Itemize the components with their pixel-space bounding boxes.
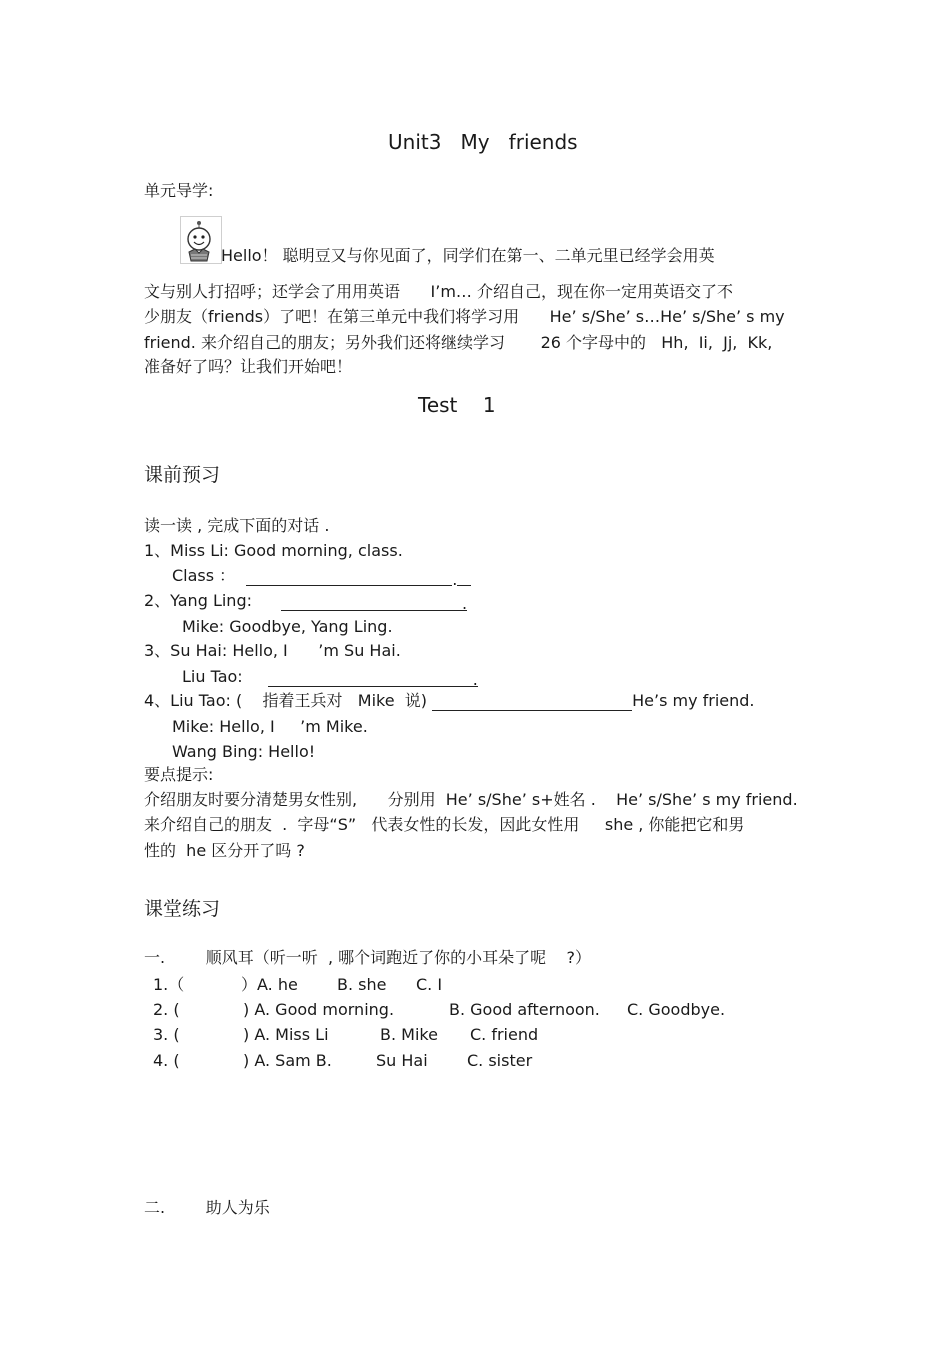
item-1-b[interactable]: B. she — [337, 975, 387, 994]
item-3-a[interactable]: ) A. Miss Li — [243, 1025, 329, 1044]
item-3-c[interactable]: C. friend — [470, 1025, 539, 1044]
cartoon-bean-mascot-icon — [180, 216, 222, 264]
dialogue-3-reply-prefix: Liu Tao: — [182, 667, 243, 686]
dialogue-1-reply-suffix: . — [452, 570, 458, 589]
tips-line-3: 性的 he 区分开了吗 ? — [144, 841, 305, 860]
answer-blank-1[interactable] — [246, 569, 452, 586]
dialogue-1-line: 1、Miss Li: Good morning, class. — [144, 541, 403, 560]
item-2-b[interactable]: B. Good afternoon. — [449, 1000, 600, 1019]
answer-blank-3[interactable] — [268, 670, 478, 687]
item-1-a[interactable]: ）A. he — [241, 975, 298, 994]
dialogue-4-reply-1: Mike: Hello, I ’m Mike. — [172, 717, 368, 736]
item-2-a[interactable]: ) A. Good morning. — [243, 1000, 395, 1019]
item-1-num: 1.（ — [153, 975, 185, 994]
dialogue-3-reply — [182, 667, 478, 687]
tips-line-2: 来介绍自己的朋友 . 字母“S” 代表女性的长发，因此女性用 she , 你能把它和男 — [144, 815, 745, 834]
guide-line-3: 少朋友（friends）了吧！在第三单元中我们将学习用 He’ s/She’ s…He’ s/She’ s my — [144, 307, 785, 326]
guide-line-1: Hello！ 聪明豆又与你见面了，同学们在第一、二单元里已经学会用英 — [221, 246, 715, 265]
dialogue-3-line: 3、Su Hai: Hello, I ’m Su Hai. — [144, 641, 401, 660]
answer-blank-4[interactable] — [432, 694, 632, 711]
guide-heading: 单元导学: — [144, 181, 214, 200]
item-4-num: 4. ( — [153, 1051, 180, 1070]
item-4-b[interactable]: Su Hai — [376, 1051, 428, 1070]
item-2-c[interactable]: C. Goodbye. — [627, 1000, 726, 1019]
unit-title: Unit3 My friends — [388, 130, 578, 154]
part1-title: 一. 顺风耳（听一听 , 哪个词跑近了你的小耳朵了呢 ?） — [144, 948, 591, 967]
preview-instruction: 读一读 , 完成下面的对话 . — [144, 516, 330, 535]
tips-line-1: 介绍朋友时要分清楚男女性别, 分别用 He’ s/She’ s+姓名 . He’ s/She’ s my friend. — [144, 790, 798, 809]
dialogue-1-reply-prefix: Class ： — [172, 566, 236, 585]
answer-blank-2[interactable] — [281, 594, 467, 611]
dialogue-2-reply: Mike: Goodbye, Yang Ling. — [182, 617, 393, 636]
item-1-c[interactable]: C. I — [416, 975, 443, 994]
dialogue-1-reply — [172, 566, 471, 589]
tips-heading: 要点提示: — [144, 765, 214, 784]
dialogue-2-line — [144, 591, 467, 611]
dialogue-3-reply-suffix: . — [472, 670, 478, 689]
test-title: Test 1 — [418, 393, 496, 417]
dialogue-2-blank-suffix: . — [462, 594, 468, 613]
dialogue-2-speaker: 2、Yang Ling: — [144, 591, 252, 610]
dialogue-4-speaker: 4、Liu Tao: ( 指着王兵对 Mike 说) — [144, 691, 428, 710]
item-4-a[interactable]: ) A. Sam B. — [243, 1051, 332, 1070]
dialogue-4-line — [144, 691, 755, 711]
dialogue-4-reply-2: Wang Bing: Hello! — [172, 742, 316, 761]
item-3-b[interactable]: B. Mike — [380, 1025, 438, 1044]
item-2-num: 2. ( — [153, 1000, 180, 1019]
guide-line-5: 准备好了吗？让我们开始吧！ — [144, 357, 353, 376]
part2-title: 二. 助人为乐 — [144, 1198, 270, 1217]
item-4-c[interactable]: C. sister — [467, 1051, 533, 1070]
item-3-num: 3. ( — [153, 1025, 180, 1044]
guide-line-4: friend. 来介绍自己的朋友；另外我们还将继续学习 26 个字母中的 Hh, Ii, Jj, Kk, — [144, 333, 773, 352]
answer-blank-1-tail — [457, 569, 471, 586]
dialogue-4-suffix: He’s my friend. — [632, 691, 755, 710]
practice-heading: 课堂练习 — [144, 898, 221, 920]
preview-heading: 课前预习 — [144, 464, 221, 486]
guide-line-2: 文与别人打招呼；还学会了用用英语 I’m… 介绍自己，现在你一定用英语交了不 — [144, 282, 733, 301]
